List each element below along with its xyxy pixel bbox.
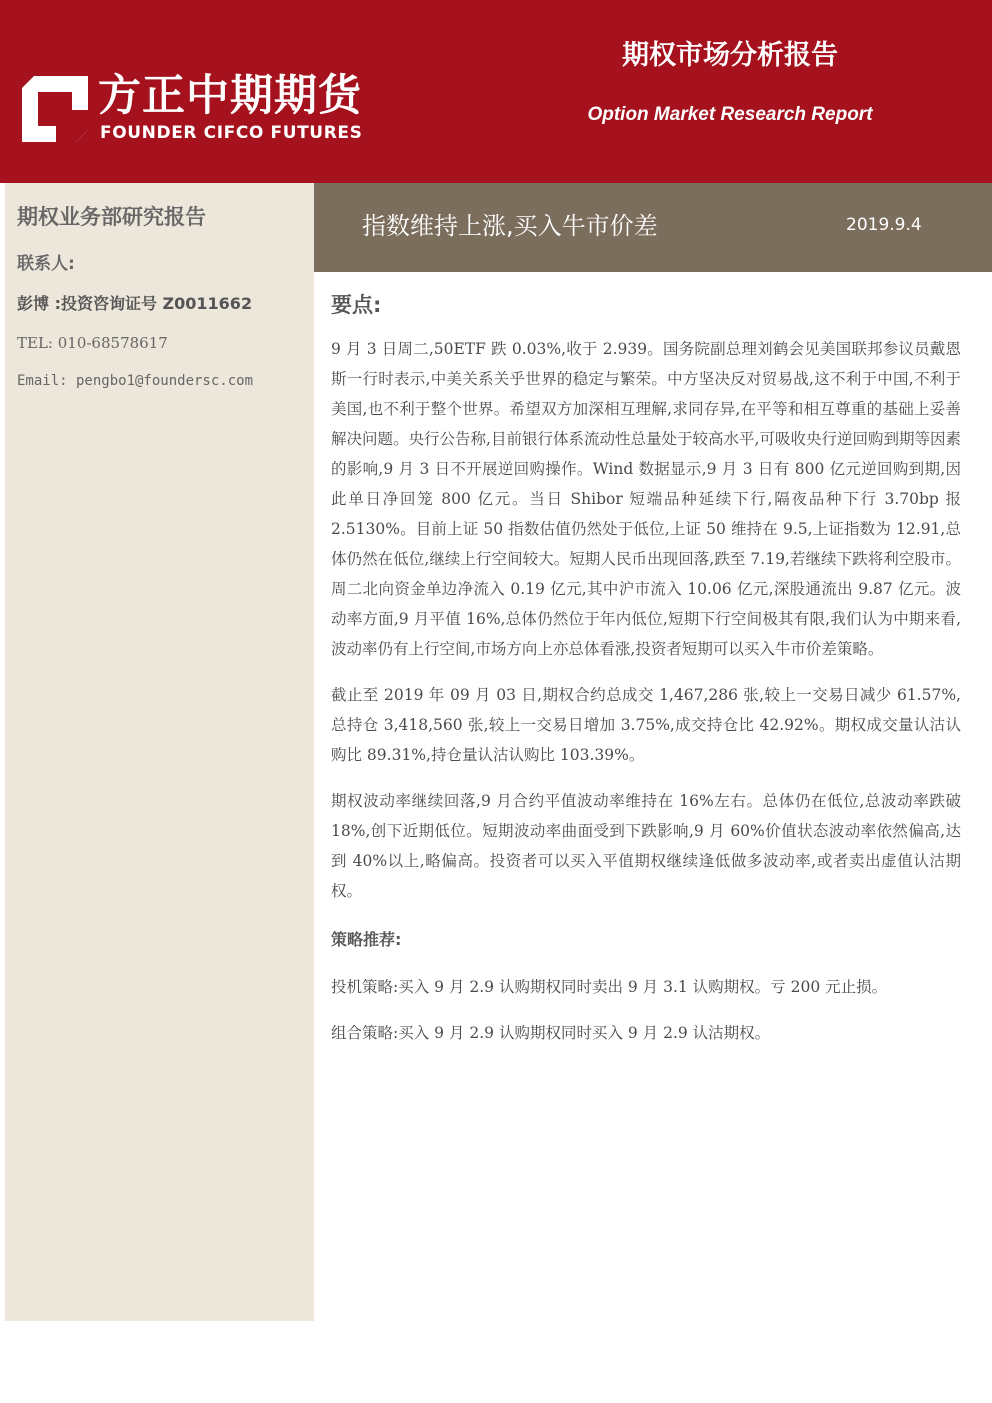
paragraph-volatility: 期权波动率继续回落,9 月合约平值波动率维持在 16%左右。总体仍在低位,总波动率跌破 18%,创下近期低位。短期波动率曲面受到下跌影响,9 月 60%价值状态波动率依然偏高,达到 40%以上,略偏高。投资者可以买入平值期权继续逢低做多波动率,或者卖出虚值认沽期权。 [331, 792, 961, 900]
company-logo-icon [22, 76, 88, 142]
strategy-heading: 策略推荐: [331, 930, 402, 949]
main-content [331, 290, 961, 1066]
company-name-en: FOUNDER CIFCO FUTURES [100, 123, 363, 143]
report-subtitle: Option Market Research Report [587, 104, 873, 125]
paragraph-market-summary: 9 月 3 日周二,50ETF 跌 0.03%,收于 2.939。国务院副总理刘鹤会见美国联邦参议员戴恩斯一行时表示,中美关系关乎世界的稳定与繁荣。中方坚决反对贸易战,这不利于中国,不利于美国,也不利于整个世界。希望双方加深相互理解,求同存异,在平等和相互尊重的基础上妥善解决问题。央行公告称,目前银行体系流动性总量处于较高水平,可吸收央行逆回购到期等因素的影响,9 月 3 日不开展逆回购操作。Wind 数据显示,9 月 3 日有 800 亿元逆回购到期,因此单日净回笼 800 亿元。当日 Shibor 短端品种延续下行,隔夜品种下行 3.70bp 报 2.5130%。目前上证 50 指数估值仍然处于低位,上证 50 维持在 9.5,上证指数为 12.91,总体仍然在低位,继续上行空间较大。短期人民币出现回落,跌至 7.19,若继续下跌将利空股市。周二北向资金单边净流入 0.19 亿元,其中沪市流入 10.06 亿元,深股通流出 9.87 亿元。波动率方面,9 月平值 16%,总体仍然位于年内低位,短期下行空间极其有限,我们认为中期来看,波动率仍有上行空间,市场方向上亦总体看涨,投资者短期可以买入牛市价差策略。 [331, 340, 961, 658]
contact-label: 联系人: [17, 254, 75, 274]
report-header [0, 0, 992, 183]
strategy-combination: 组合策略:买入 9 月 2.9 认购期权同时买入 9 月 2.9 认沽期权。 [331, 1024, 771, 1042]
contact-person: 彭博 :投资咨询证号 Z0011662 [17, 294, 253, 313]
contact-email: Email: pengbo1@foundersc.com [17, 373, 254, 389]
title-bar [314, 183, 992, 272]
article-title: 指数维持上涨,买入牛市价差 [362, 212, 658, 240]
strategy-speculative: 投机策略:买入 9 月 2.9 认购期权同时卖出 9 月 3.1 认购期权。亏 200 元止损。 [331, 978, 888, 996]
paragraph-volume-stats: 截止至 2019 年 09 月 03 日,期权合约总成交 1,467,286 张,较上一交易日减少 61.57%,总持仓 3,418,560 张,较上一交易日增加 3.75%,成交持仓比 42.92%。期权成交量认沽认购比 89.31%,持仓量认沽认购比 103.39%。 [331, 686, 961, 764]
department-title: 期权业务部研究报告 [17, 205, 206, 229]
company-name-cn: 方正中期期货 [98, 71, 362, 121]
sidebar [5, 183, 314, 1321]
section-heading: 要点: [331, 293, 382, 317]
article-date: 2019.9.4 [846, 215, 922, 235]
report-title: 期权市场分析报告 [622, 40, 838, 71]
contact-tel: TEL: 010-68578617 [17, 334, 168, 352]
